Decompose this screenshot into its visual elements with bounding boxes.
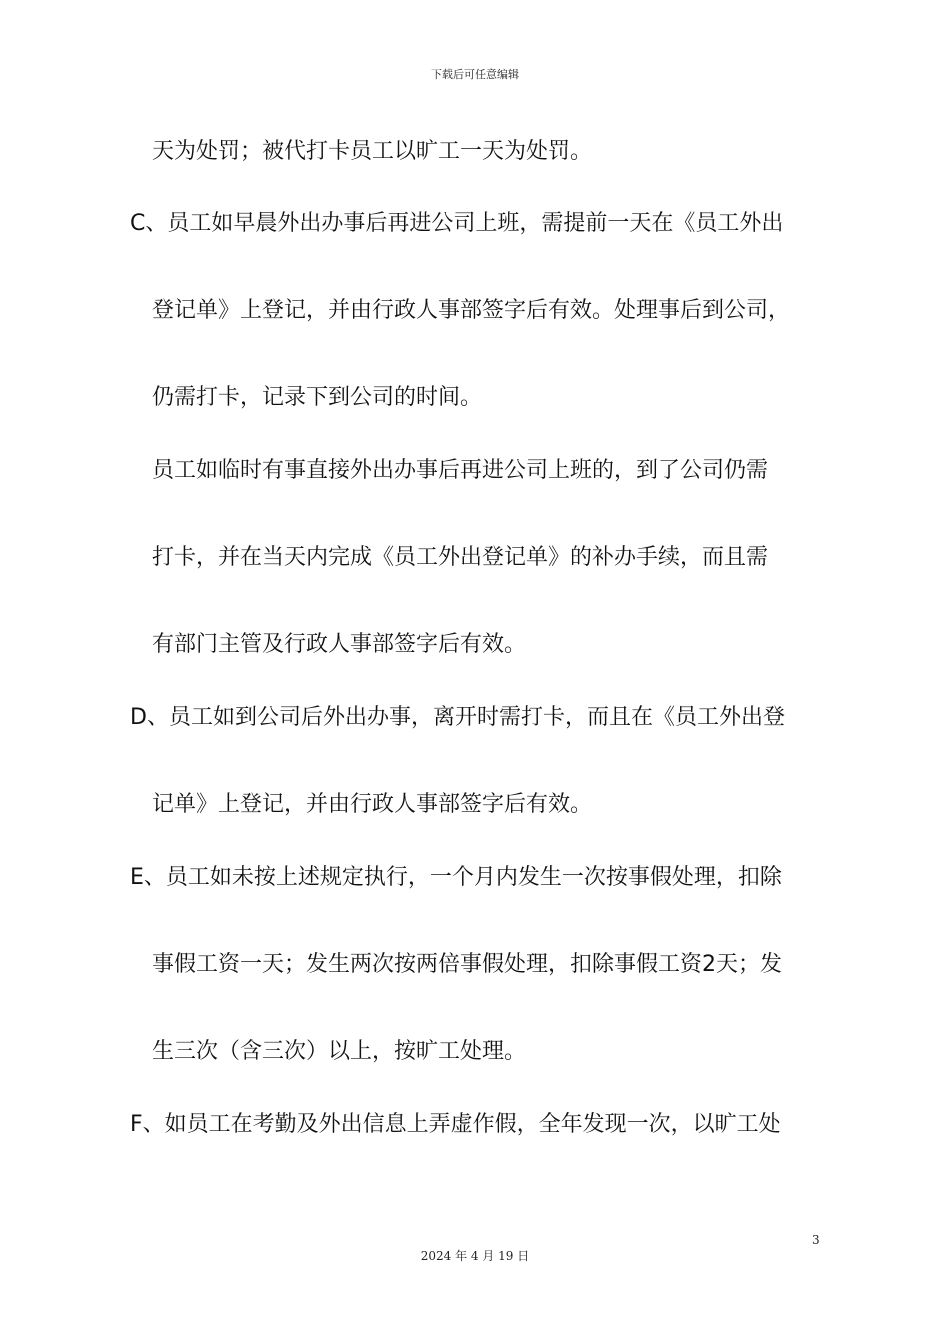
body-line-item-f: F、如员工在考勤及外出信息上弄虚作假，全年发现一次，以旷工处	[130, 1112, 781, 1137]
body-line-item-e: E、员工如未按上述规定执行，一个月内发生一次按事假处理，扣除	[130, 865, 782, 890]
footer-date: 2024 年 4 月 19 日	[420, 1249, 530, 1263]
body-line: 记单》上登记，并由行政人事部签字后有效。	[152, 792, 593, 817]
body-line: 仍需打卡，记录下到公司的时间。	[152, 385, 483, 410]
body-line: 登记单》上登记，并由行政人事部签字后有效。处理事后到公司，	[152, 298, 791, 323]
body-line: 事假工资一天；发生两次按两倍事假处理，扣除事假工资2天；发	[152, 952, 782, 977]
page-header-note: 下载后可任意编辑	[431, 68, 519, 81]
page-number: 3	[812, 1233, 820, 1247]
body-line: 生三次（含三次）以上，按旷工处理。	[152, 1039, 527, 1064]
body-line-item-c: C、员工如早晨外出办事后再进公司上班，需提前一天在《员工外出	[130, 211, 784, 236]
body-line: 打卡，并在当天内完成《员工外出登记单》的补办手续，而且需	[152, 545, 769, 570]
body-line: 天为处罚；被代打卡员工以旷工一天为处罚。	[152, 139, 593, 164]
body-line: 有部门主管及行政人事部签字后有效。	[152, 632, 527, 657]
body-line: 员工如临时有事直接外出办事后再进公司上班的，到了公司仍需	[152, 458, 769, 483]
body-line-item-d: D、员工如到公司后外出办事，离开时需打卡，而且在《员工外出登	[130, 705, 785, 730]
